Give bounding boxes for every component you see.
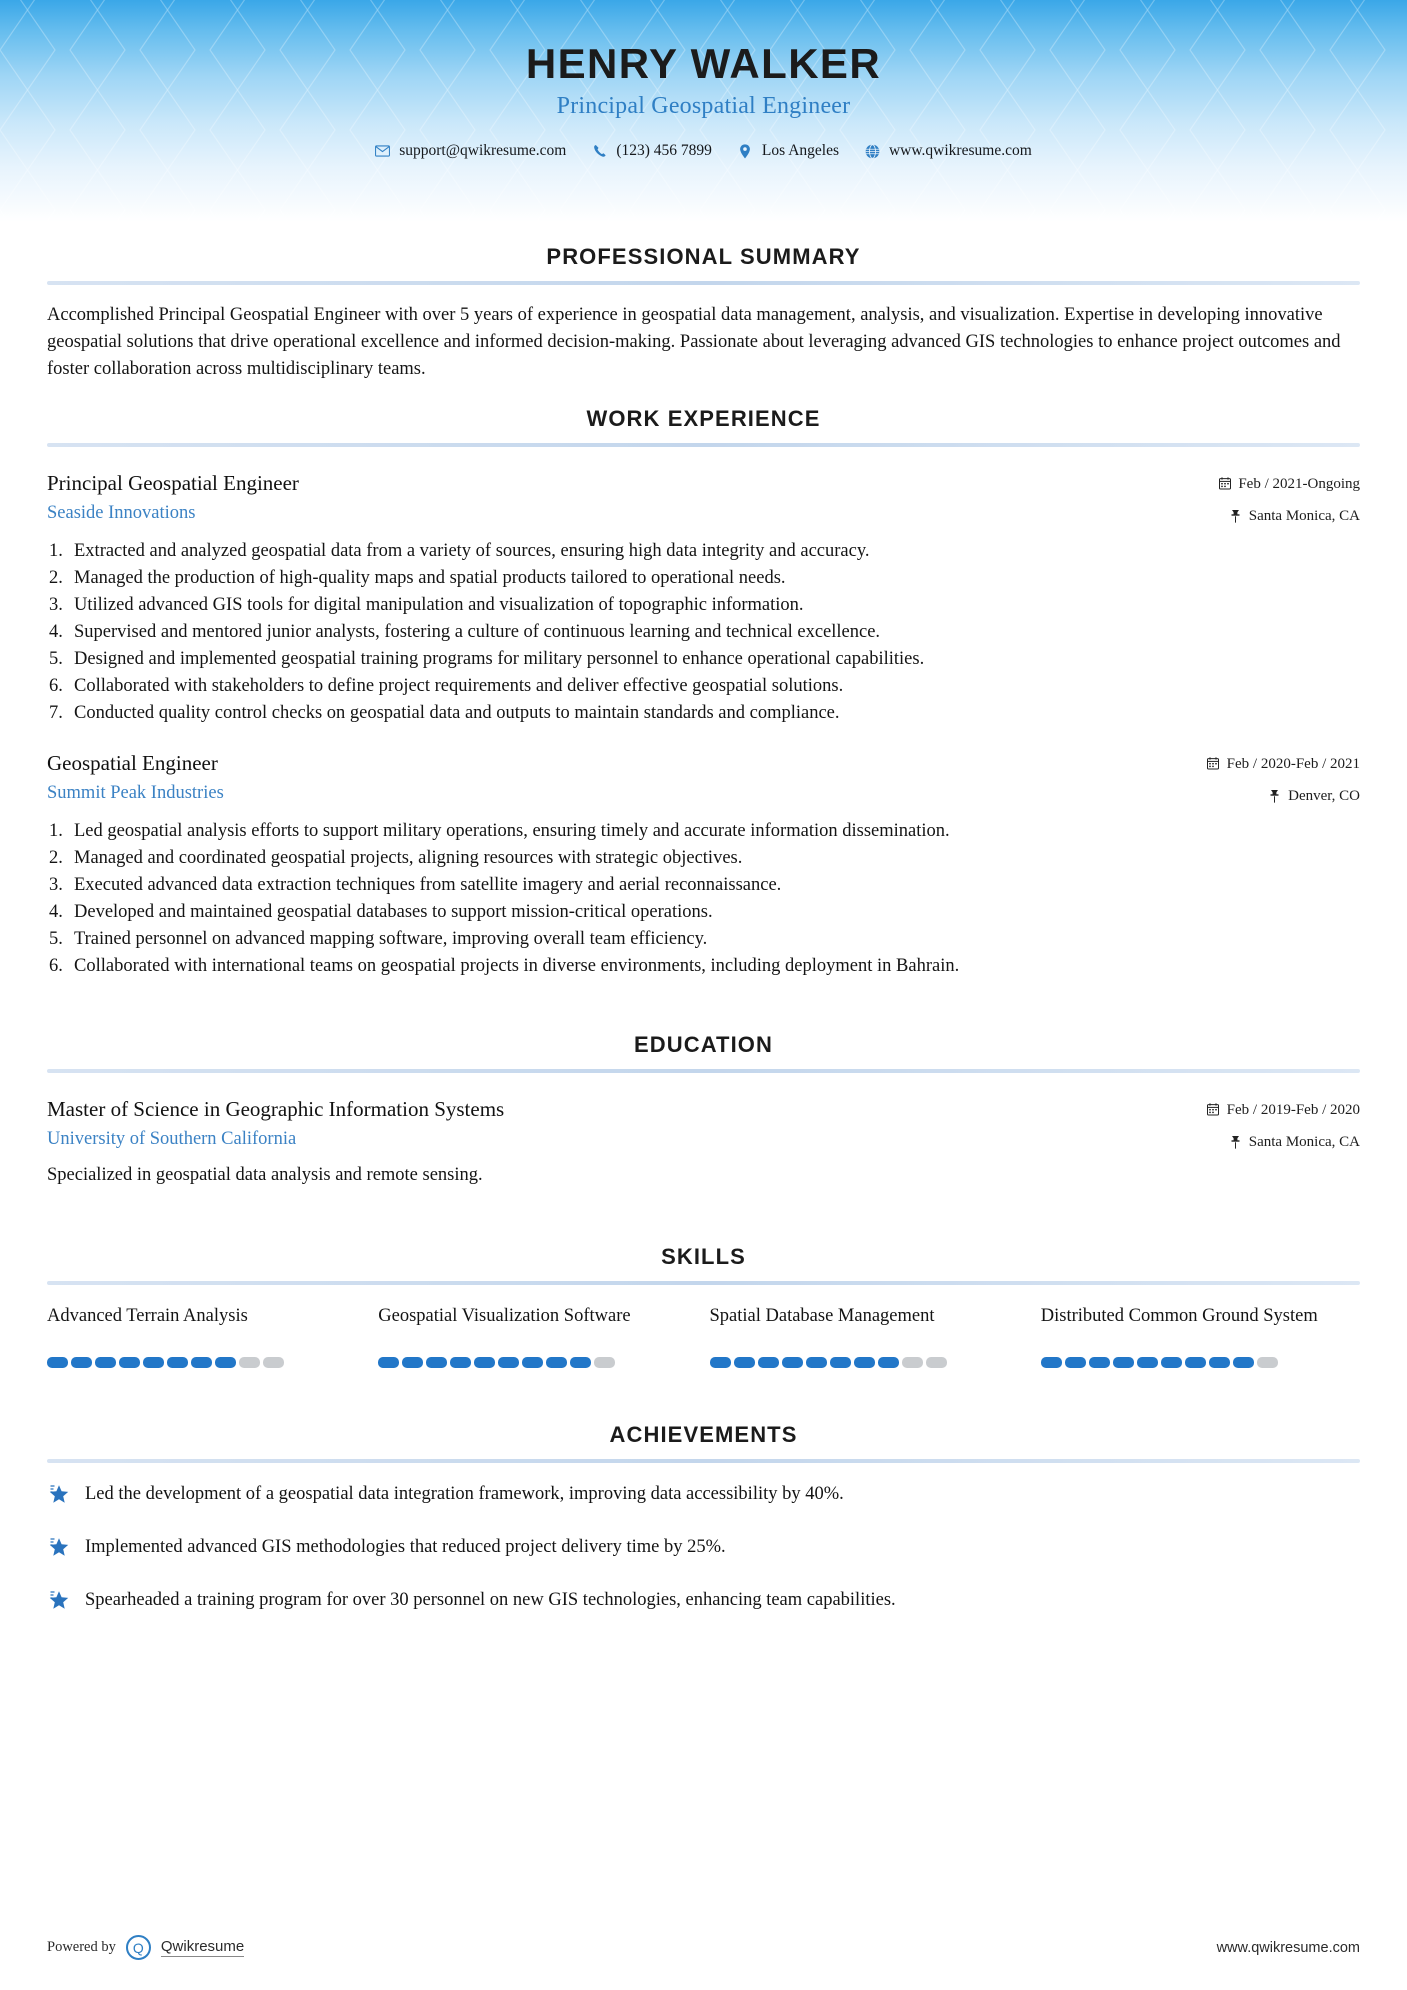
work-dates-text: Feb / 2020-Feb / 2021 [1226,755,1360,772]
skill-rating-bar [47,1357,344,1368]
work-entry [47,469,1360,727]
skill-segment-filled [215,1357,236,1368]
achievements-list [47,1481,1360,1613]
skill-item [1041,1305,1360,1368]
section-title-work: WORK EXPERIENCE [586,405,821,431]
education-location-text: Santa Monica, CA [1248,1134,1360,1151]
work-bullet: Supervised and mentored junior analysts, fostering a culture of continuous learning and technical excellence. [74,621,881,642]
skill-name: Advanced Terrain Analysis [47,1306,248,1327]
skill-name: Distributed Common Ground System [1040,1306,1318,1327]
work-role: Geospatial Engineer [47,750,218,775]
section-divider [47,1281,1360,1285]
work-dates-text: Feb / 2021-Ongoing [1238,475,1360,492]
skill-segment-filled [1041,1357,1062,1368]
section-title-summary: PROFESSIONAL SUMMARY [546,244,861,269]
skill-segment-filled [782,1357,803,1368]
skill-segment-filled [710,1357,731,1368]
work-bullet: Developed and maintained geospatial databases to support mission-critical operations. [74,901,713,922]
work-dates [1207,753,1360,776]
work-location [1218,505,1360,528]
achievement-text: Implemented advanced GIS methodologies that reduced project delivery time by 25%. [85,1537,726,1558]
work-bullet: Designed and implemented geospatial training programs for military personnel to enhance operational capabilities. [74,648,925,669]
section-achievements [47,1404,1360,1613]
calendar-icon [1218,477,1231,491]
footer-branding [47,1935,244,1960]
skill-segment-filled [1137,1357,1158,1368]
page-footer [47,1935,1360,1960]
work-dates [1218,473,1360,496]
skill-segment-filled [498,1357,519,1368]
skill-segment-filled [474,1357,495,1368]
section-title-skills: SKILLS [661,1244,746,1270]
work-bullet: Managed the production of high-quality maps and spatial products tailored to operational needs. [74,567,786,588]
skill-segment-filled [758,1357,779,1368]
work-location [1207,785,1360,808]
skill-segment-empty [1257,1357,1278,1368]
contact-website[interactable] [865,142,1032,160]
envelope-icon [375,144,390,159]
section-divider [47,443,1360,447]
calendar-icon [1207,757,1220,771]
contact-website-text: www.qwikresume.com [888,142,1032,160]
skill-segment-filled [806,1357,827,1368]
skill-segment-filled [119,1357,140,1368]
summary-paragraph: Accomplished Principal Geospatial Engineer with over 5 years of experience in geospatial data management, analysis, and visualization. Expertise in developing innovative geospatial solutions that drive operational excellence and informed decision-making. Passionate about leveraging advanced GIS technologies to enhance project outcomes and foster collaboration across multidisciplinary teams. [47,305,1341,380]
skill-segment-filled [1065,1357,1086,1368]
skill-segment-empty [263,1357,284,1368]
section-work-experience [47,388,1360,980]
section-divider [47,1459,1360,1463]
candidate-job-title: Principal Geospatial Engineer [556,93,851,120]
brand-letter: Q [132,1939,144,1956]
section-title-education: EDUCATION [633,1031,774,1057]
education-dates-text: Feb / 2019-Feb / 2020 [1226,1101,1360,1118]
skill-segment-empty [239,1357,260,1368]
skill-item [47,1305,366,1368]
brand-name-link[interactable]: Qwikresume [160,1938,245,1955]
work-bullets [47,818,1360,980]
skill-segment-filled [854,1357,875,1368]
skill-name: Spatial Database Management [709,1306,935,1327]
skill-segment-filled [570,1357,591,1368]
resume-header [0,0,1407,222]
section-title-achievements: ACHIEVEMENTS [609,1422,798,1448]
work-bullets [47,538,1360,727]
work-bullet: Led geospatial analysis efforts to support military operations, ensuring timely and accurate information dissemination. [74,820,950,841]
work-company[interactable]: Seaside Innovations [47,502,196,523]
skill-segment-filled [378,1357,399,1368]
skill-segment-empty [926,1357,947,1368]
section-skills [47,1226,1360,1368]
education-degree: Master of Science in Geographic Information Systems [47,1096,505,1121]
skill-segment-filled [95,1357,116,1368]
skill-segment-filled [734,1357,755,1368]
contact-phone-text: (123) 456 7899 [616,142,712,160]
skill-segment-filled [426,1357,447,1368]
skill-segment-filled [1209,1357,1230,1368]
contact-email-text: support@qwikresume.com [399,142,567,160]
map-pin-icon [1229,509,1242,523]
calendar-icon [1207,1103,1220,1117]
skill-segment-filled [450,1357,471,1368]
skill-segment-filled [143,1357,164,1368]
section-divider [47,1069,1360,1073]
work-location-text: Santa Monica, CA [1248,508,1360,525]
contact-email[interactable] [375,142,566,160]
contact-phone[interactable] [592,142,712,160]
globe-icon [865,144,880,159]
work-bullet: Collaborated with stakeholders to define project requirements and deliver effective geospatial solutions. [74,675,844,696]
work-company[interactable]: Summit Peak Industries [47,782,224,803]
work-bullet: Managed and coordinated geospatial projects, aligning resources with strategic objectives. [74,847,743,868]
map-pin-icon [1268,789,1281,803]
skill-rating-bar [710,1357,1007,1368]
achievement-text: Led the development of a geospatial data integration framework, improving data accessibility by 40%. [85,1484,844,1505]
achievement-item [47,1481,1360,1508]
work-bullet: Collaborated with international teams on geospatial projects in diverse environments, including deployment in Bahrain. [74,955,960,976]
skill-segment-filled [402,1357,423,1368]
footer-website[interactable]: www.qwikresume.com [1216,1939,1360,1956]
phone-icon [592,144,607,159]
skill-segment-filled [878,1357,899,1368]
contact-row [0,142,1407,160]
achievement-item [47,1587,1360,1614]
work-role: Principal Geospatial Engineer [47,470,299,495]
skill-segment-filled [1113,1357,1134,1368]
achievement-item [47,1534,1360,1561]
skill-segment-empty [594,1357,615,1368]
star-badge-icon [47,1589,71,1613]
education-dates [1207,1099,1360,1122]
skill-segment-filled [167,1357,188,1368]
contact-location [738,142,839,160]
work-bullet: Extracted and analyzed geospatial data from a variety of sources, ensuring high data integrity and accuracy. [74,540,870,561]
skill-segment-filled [1233,1357,1254,1368]
skill-segment-filled [1185,1357,1206,1368]
skill-name: Geospatial Visualization Software [378,1306,631,1327]
skill-rating-bar [1041,1357,1338,1368]
skill-segment-filled [1089,1357,1110,1368]
star-badge-icon [47,1483,71,1507]
education-school[interactable]: University of Southern California [47,1128,297,1149]
education-location [1207,1131,1360,1154]
work-entry [47,749,1360,980]
skill-segment-filled [191,1357,212,1368]
work-bullet: Conducted quality control checks on geospatial data and outputs to maintain standards and compliance. [74,702,840,723]
powered-by-label: Powered by [47,1939,116,1955]
skill-segment-filled [1161,1357,1182,1368]
skill-item [710,1305,1029,1368]
section-education [47,1014,1360,1189]
location-pin-icon [738,144,753,159]
section-professional-summary [47,226,1360,384]
skill-segment-filled [830,1357,851,1368]
qwikresume-logo-icon [126,1935,151,1960]
section-divider [47,281,1360,285]
star-badge-icon [47,1536,71,1560]
skill-segment-empty [902,1357,923,1368]
map-pin-icon [1229,1135,1242,1149]
candidate-name: HENRY WALKER [525,40,882,87]
skill-rating-bar [378,1357,675,1368]
contact-location-text: Los Angeles [761,142,839,160]
work-bullet: Trained personnel on advanced mapping software, improving overall team efficiency. [74,928,708,949]
skill-segment-filled [71,1357,92,1368]
work-location-text: Denver, CO [1288,788,1360,805]
skills-grid [47,1305,1360,1368]
achievement-text: Spearheaded a training program for over 30 personnel on new GIS technologies, enhancing team capabilities. [85,1590,896,1610]
skill-segment-filled [522,1357,543,1368]
education-entry [47,1095,1360,1189]
skill-segment-filled [546,1357,567,1368]
skill-segment-filled [47,1357,68,1368]
skill-item [378,1305,697,1368]
work-bullet: Executed advanced data extraction techniques from satellite imagery and aerial reconnaissance. [74,874,782,895]
work-bullet: Utilized advanced GIS tools for digital manipulation and visualization of topographic information. [74,594,804,615]
education-description: Specialized in geospatial data analysis and remote sensing. [47,1164,483,1185]
